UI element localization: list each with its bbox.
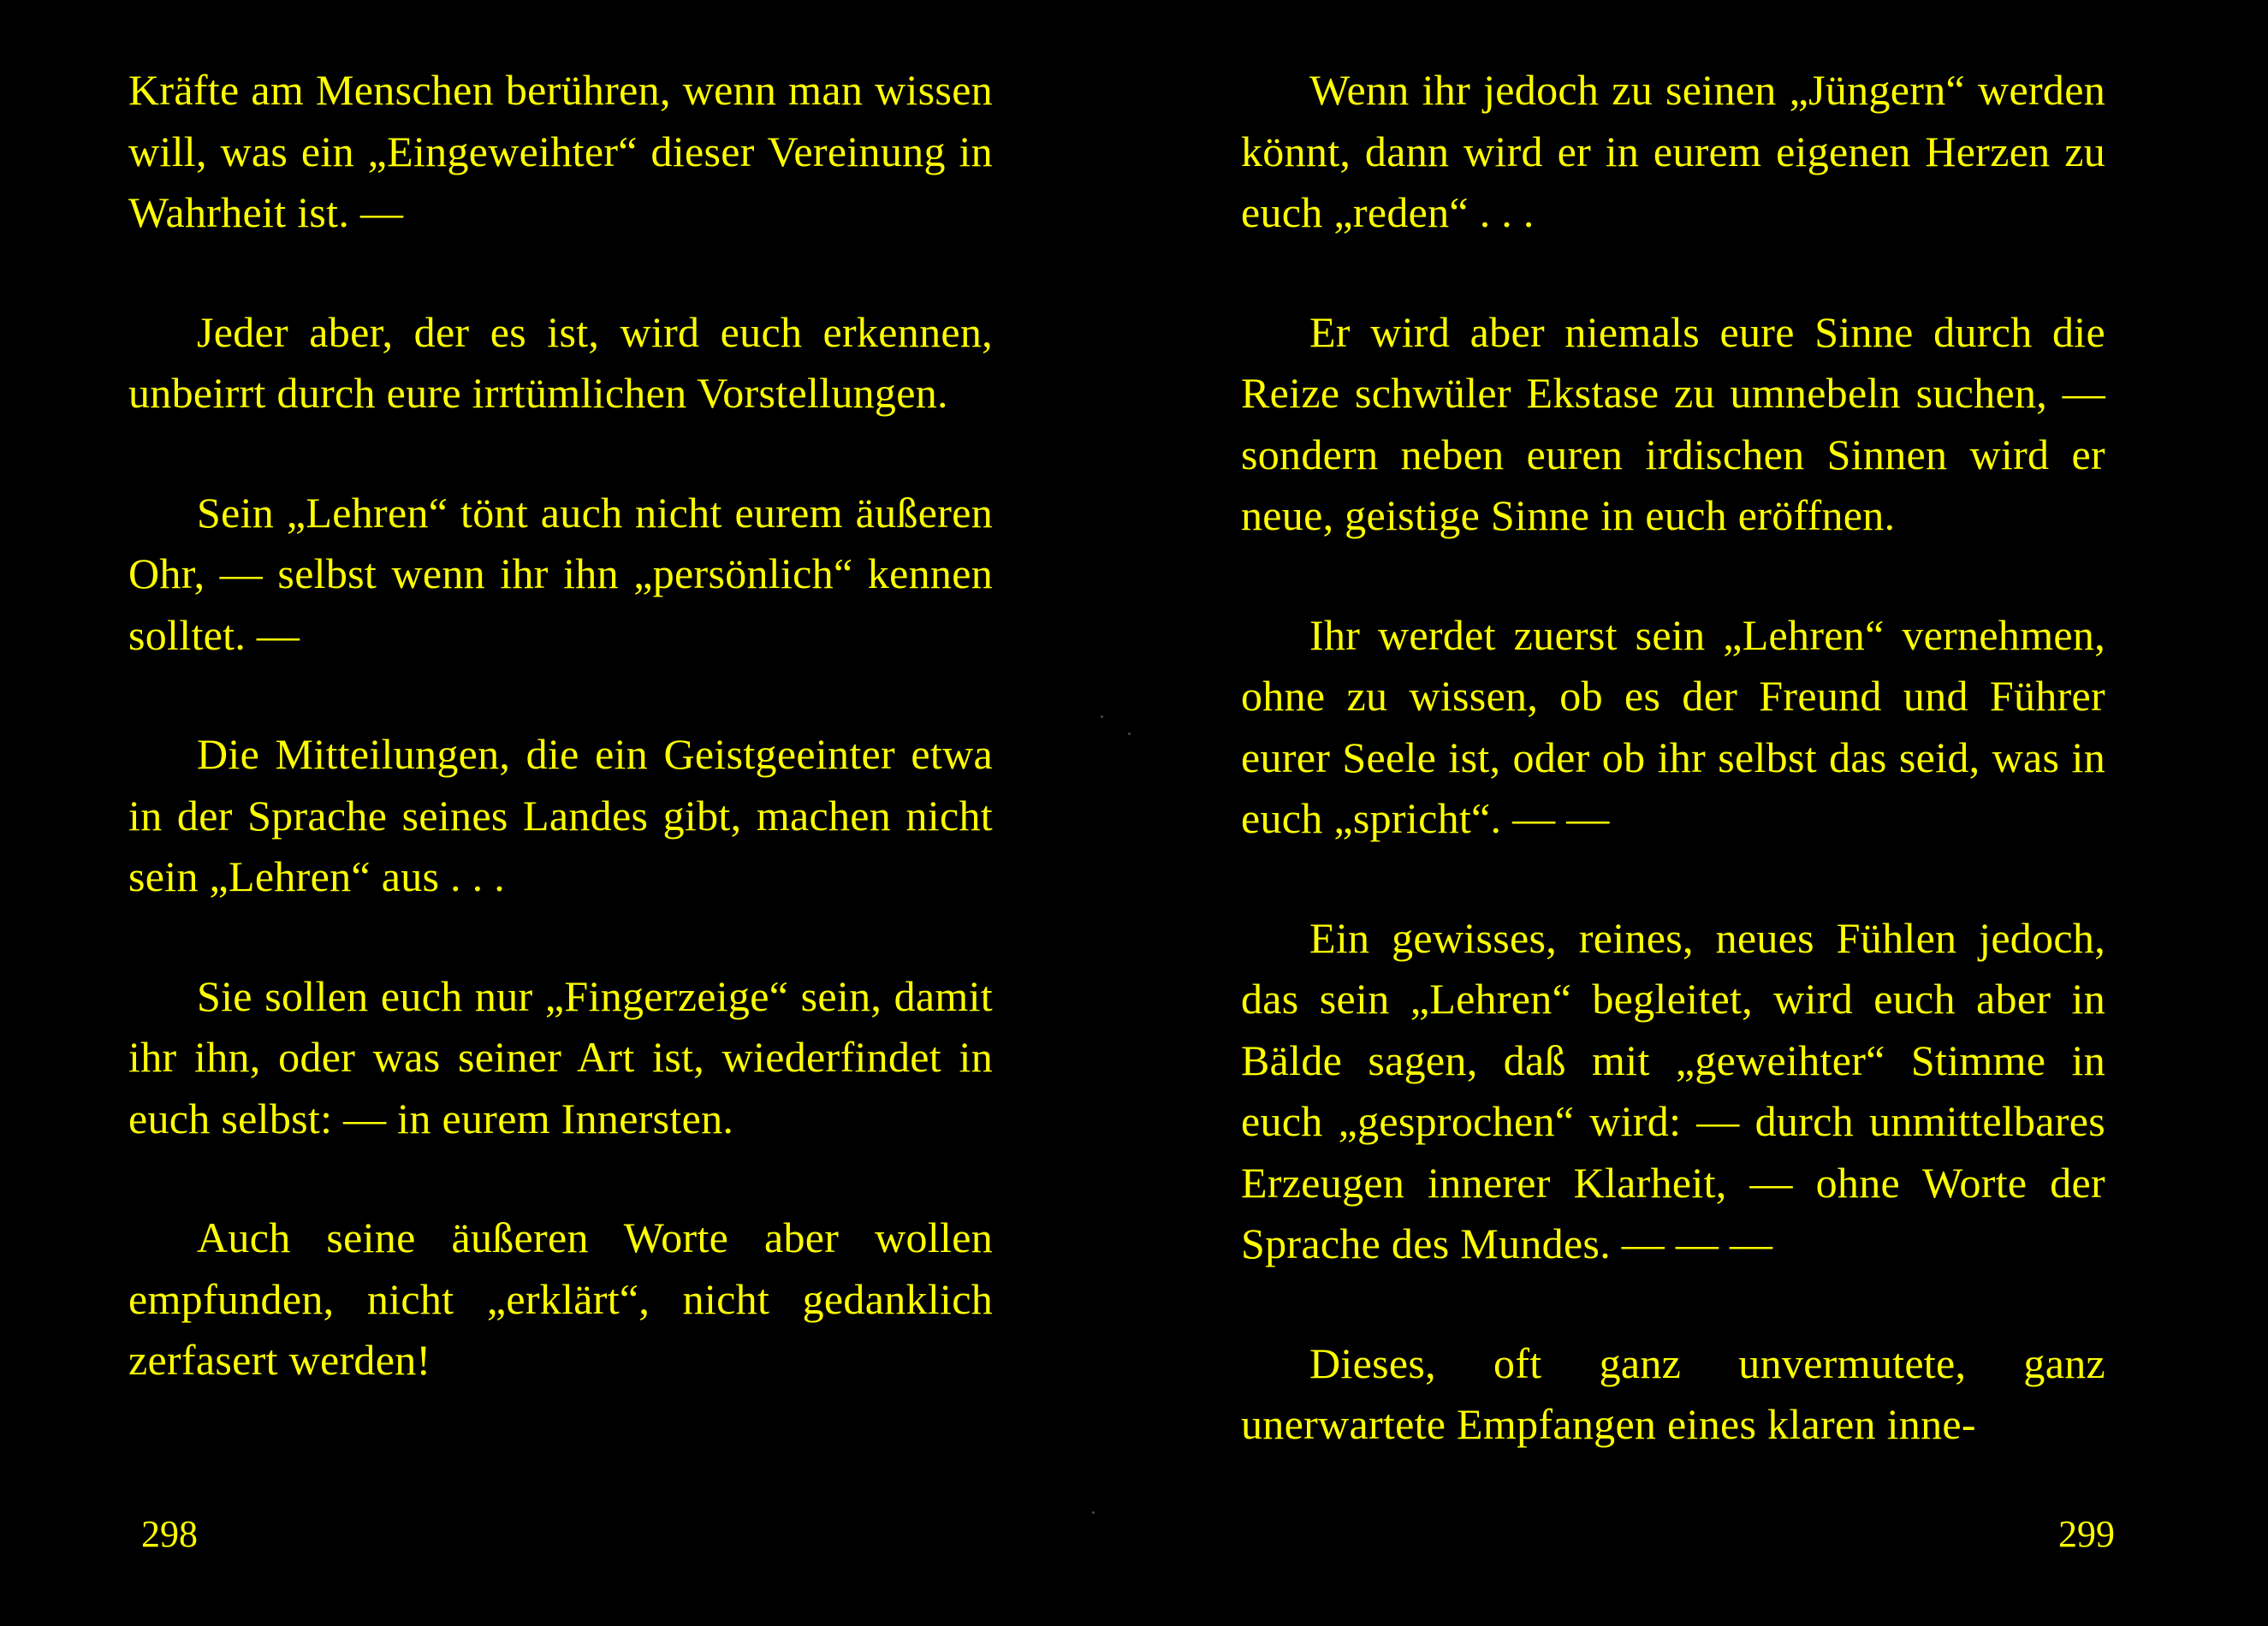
scan-speck <box>1101 715 1103 718</box>
left-page-number: 298 <box>141 1513 198 1555</box>
scan-speck <box>1128 733 1131 735</box>
right-paragraph-3: Ihr werdet zuerst sein „Lehren“ vernehmen, ohne zu wissen, ob es der Freund und Führer eurer Seele ist, oder ob ihr selbst das seid, was in euch „spricht“. — — <box>1241 610 2105 842</box>
left-paragraph-3: Sein „Lehren“ tönt auch nicht eurem äußeren Ohr, — selbst wenn ihr ihn „persönlich“ kennen solltet. — <box>128 488 993 659</box>
left-paragraph-1: Kräfte am Menschen berühren, wenn man wissen will, was ein „Eingeweihter“ dieser Vereinung in Wahrheit ist. — <box>128 66 993 236</box>
right-page <box>1241 60 2105 1583</box>
right-paragraph-4: Ein gewisses, reines, neues Fühlen jedoch, das sein „Lehren“ begleitet, wird euch aber in Bälde sagen, daß mit „geweihter“ Stimme in euch „gesprochen“ wird: — durch unmittelbares Erzeugen innerer Klarheit, — ohne Worte der Sprache des Mundes. — — — <box>1241 913 2105 1267</box>
right-page-number: 299 <box>2058 1513 2115 1555</box>
scan-speck <box>1092 1511 1095 1514</box>
left-paragraph-2: Jeder aber, der es ist, wird euch erkennen, unbeirrt durch eure irrtümlichen Vorstellungen. <box>128 307 993 417</box>
left-page <box>128 60 993 1583</box>
left-paragraph-6: Auch seine äußeren Worte aber wollen empfunden, nicht „erklärt“, nicht gedanklich zerfasert werden! <box>128 1214 993 1384</box>
left-paragraph-4: Die Mitteilungen, die ein Geistgeeinter etwa in der Sprache seines Landes gibt, machen nicht sein „Lehren“ aus . . . <box>128 730 993 900</box>
right-paragraph-5: Dieses, oft ganz unvermutete, ganz unerwartete Empfangen eines klaren inne- <box>1241 1338 2105 1448</box>
right-paragraph-1: Wenn ihr jedoch zu seinen „Jüngern“ werden könnt, dann wird er in eurem eigenen Herzen zu euch „reden“ . . . <box>1241 66 2105 236</box>
right-paragraph-2: Er wird aber niemals eure Sinne durch die Reize schwüler Ekstase zu umnebeln suchen, — sondern neben euren irdischen Sinnen wird er neue, geistige Sinne in euch eröffnen. <box>1241 307 2105 539</box>
left-paragraph-5: Sie sollen euch nur „Fingerzeige“ sein, damit ihr ihn, oder was seiner Art ist, wiederfindet in euch selbst: — in eurem Innersten. <box>128 971 993 1142</box>
